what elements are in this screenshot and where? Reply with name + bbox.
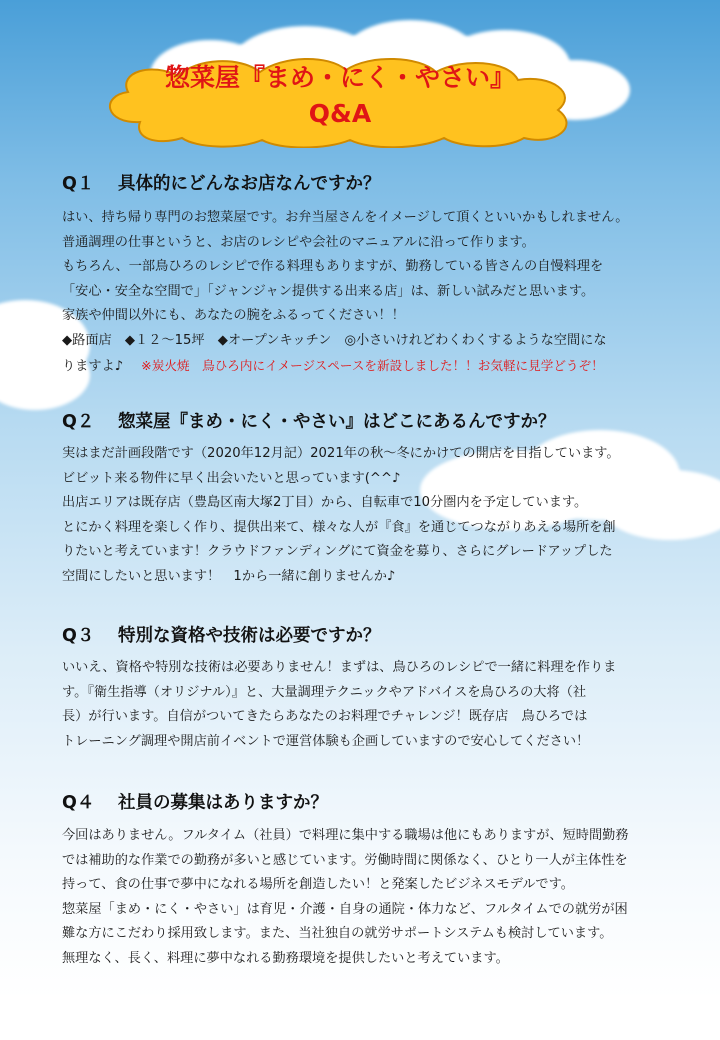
answer-paragraph: [62, 206, 682, 379]
answer-line: はい、持ち帰り専門のお惣菜屋です。お弁当屋さんをイメージして頂くといいかもしれません。: [62, 210, 629, 225]
answer-line: [62, 354, 682, 380]
answer-line: 持って、食の仕事で夢中になれる場所を創造したい！と発案したビジネスモデルです。: [62, 877, 574, 893]
answer-paragraph: [62, 656, 682, 754]
answer-line: いいえ、資格や特別な技術は必要ありません！まずは、鳥ひろのレシピで一緒に料理を作りま: [62, 660, 617, 675]
answer-line: 長）が行います。自信がついてきたらあなたのお料理でチャレンジ！既存店 鳥ひろでは: [62, 709, 588, 725]
title-banner: [100, 52, 580, 148]
answer-line: 惣菜屋「まめ・にく・やさい」は育児・介護・自身の通院・体力など、フルタイムでの就労が困: [62, 901, 628, 917]
answer-line: 難な方にこだわり採用致します。また、当社独自の就労サポートシステムも検討しています。: [62, 926, 613, 942]
answer-line: とにかく料理を楽しく作り、提供出来て、様々な人が『食』を通じてつながりあえる場所を創: [62, 519, 616, 535]
answer-line: もちろん、一部鳥ひろのレシピで作る料理もありますが、勤務している皆さんの自慢料理を: [62, 259, 604, 275]
page-subtitle: Q&A: [308, 99, 372, 128]
answer-line: では補助的な作業での勤務が多いと感じています。労働時間に関係なく、ひとり一人が主体性を: [62, 852, 628, 868]
question-number: Q１: [62, 174, 95, 194]
answer-line: 出店エリアは既存店（豊島区南大塚2丁目）から、自転車で10分圏内を予定しています。: [62, 495, 588, 511]
answer-line: す。『衛生指導（オリジナル）』と、大量調理テクニックやアドバイスを鳥ひろの大将（社: [62, 684, 587, 700]
answer-line-text: りますよ♪: [62, 358, 124, 374]
answer-line: ビビット来る物件に早く出会いたいと思っています(^^♪: [62, 470, 401, 486]
answer-line: 今回はありません。フルタイム（社員）で料理に集中する職場は他にもありますが、短時間勤務: [62, 828, 629, 843]
question-text: 社員の募集はありますか？: [118, 793, 328, 813]
question-heading: [62, 791, 328, 815]
answer-line: 無理なく、長く、料理に夢中なれる勤務環境を提供したいと考えています。: [62, 950, 509, 966]
question-text: 特別な資格や技術は必要ですか？: [118, 626, 381, 646]
question-heading: [62, 410, 556, 434]
question-heading: [62, 624, 381, 648]
answer-line: りたいと考えています！クラウドファンディングにて資金を募り、さらにグレードアップした: [62, 544, 613, 560]
question-text: 具体的にどんなお店なんですか？: [118, 174, 381, 194]
question-heading: [62, 172, 381, 196]
answer-line: 家族や仲間以外にも、あなたの腕をふるってください！！: [62, 308, 405, 324]
answer-paragraph: [62, 442, 682, 590]
note-text: ※炭火焼 鳥ひろ内にイメージスペースを新設しました！！お気軽に見学どうぞ！: [141, 357, 604, 373]
question-text: 惣菜屋『まめ・にく・やさい』はどこにあるんですか？: [118, 412, 556, 432]
question-number: Q２: [62, 412, 95, 432]
answer-line: 実はまだ計画段階です（2020年12月記）2021年の秋～冬にかけての開店を目指しています。: [62, 446, 620, 461]
answer-line: 空間にしたいと思います！ 1から一緒に創りませんか♪: [62, 568, 396, 584]
page-title: 惣菜屋『まめ・にく・やさい』: [164, 63, 515, 92]
answer-paragraph: [62, 824, 682, 972]
answer-line: ◆路面店 ◆１２～15坪 ◆オープンキッチン ◎小さいけれどわくわくするような空間にな: [62, 332, 607, 348]
question-number: Q３: [62, 626, 95, 646]
answer-line: トレーニング調理や開店前イベントで運営体験も企画していますので安心してください！: [62, 733, 590, 749]
answer-line: 「安心・安全な空間で」「ジャンジャン提供する出来る店」は、新しい試みだと思います。: [62, 283, 595, 299]
answer-line: 普通調理の仕事というと、お店のレシピや会社のマニュアルに沿って作ります。: [62, 234, 535, 250]
question-number: Q４: [62, 793, 95, 813]
